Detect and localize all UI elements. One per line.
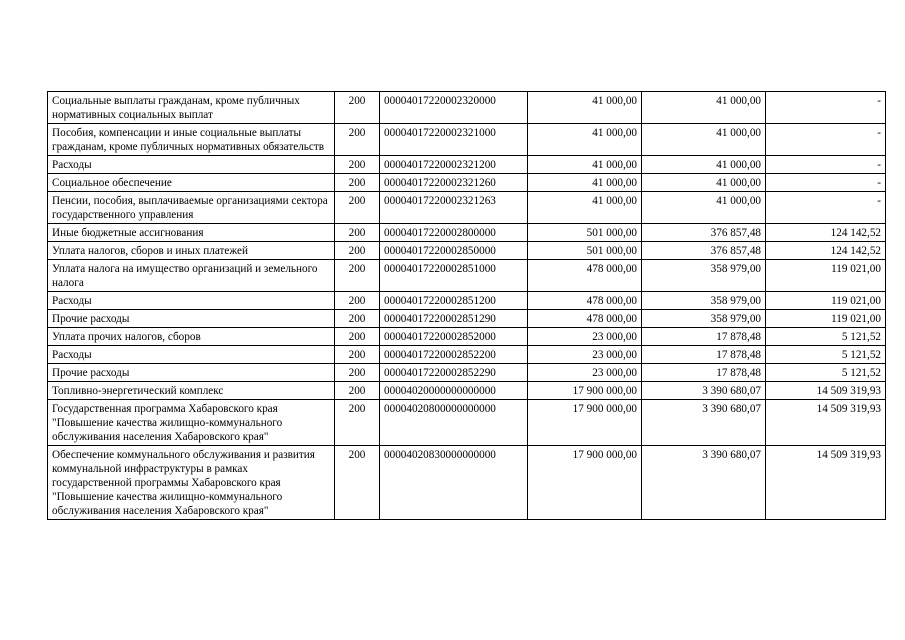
table-row xyxy=(48,92,886,124)
expense-name-cell: Расходы xyxy=(48,156,335,174)
line-code-cell: 200 xyxy=(335,92,380,124)
expense-name-cell: Пособия, компенсации и иные социальные выплаты гражданам, кроме публичных нормативных обязательств xyxy=(48,124,335,156)
budget-execution-table xyxy=(47,91,886,520)
unexecuted-amount-cell: 119 021,00 xyxy=(766,310,886,328)
approved-amount-cell: 478 000,00 xyxy=(528,310,642,328)
budget-classification-code-cell: 00004017220002851200 xyxy=(380,292,528,310)
line-code-cell: 200 xyxy=(335,124,380,156)
expense-name-cell: Прочие расходы xyxy=(48,364,335,382)
unexecuted-amount-cell: 5 121,52 xyxy=(766,346,886,364)
table-row xyxy=(48,328,886,346)
budget-classification-code-cell: 00004017220002800000 xyxy=(380,224,528,242)
unexecuted-amount-cell: 14 509 319,93 xyxy=(766,446,886,520)
table-row xyxy=(48,400,886,446)
approved-amount-cell: 501 000,00 xyxy=(528,242,642,260)
expense-name-cell: Расходы xyxy=(48,346,335,364)
executed-amount-cell: 41 000,00 xyxy=(642,174,766,192)
table-row xyxy=(48,242,886,260)
budget-classification-code-cell: 00004017220002852290 xyxy=(380,364,528,382)
line-code-cell: 200 xyxy=(335,328,380,346)
unexecuted-amount-cell: - xyxy=(766,92,886,124)
executed-amount-cell: 358 979,00 xyxy=(642,310,766,328)
table-row xyxy=(48,224,886,242)
unexecuted-amount-cell: - xyxy=(766,156,886,174)
budget-classification-code-cell: 00004017220002321263 xyxy=(380,192,528,224)
expense-name-cell: Иные бюджетные ассигнования xyxy=(48,224,335,242)
line-code-cell: 200 xyxy=(335,382,380,400)
budget-classification-code-cell: 00004017220002321200 xyxy=(380,156,528,174)
executed-amount-cell: 17 878,48 xyxy=(642,328,766,346)
line-code-cell: 200 xyxy=(335,174,380,192)
budget-classification-code-cell: 00004017220002851290 xyxy=(380,310,528,328)
executed-amount-cell: 376 857,48 xyxy=(642,224,766,242)
expense-name-cell: Уплата прочих налогов, сборов xyxy=(48,328,335,346)
executed-amount-cell: 358 979,00 xyxy=(642,260,766,292)
table-row xyxy=(48,446,886,520)
executed-amount-cell: 41 000,00 xyxy=(642,156,766,174)
executed-amount-cell: 3 390 680,07 xyxy=(642,400,766,446)
expense-name-cell: Расходы xyxy=(48,292,335,310)
approved-amount-cell: 501 000,00 xyxy=(528,224,642,242)
unexecuted-amount-cell: 119 021,00 xyxy=(766,260,886,292)
table-row xyxy=(48,260,886,292)
budget-classification-code-cell: 00004017220002321260 xyxy=(380,174,528,192)
expense-name-cell: Государственная программа Хабаровского края "Повышение качества жилищно-коммунального обслуживания населения Хабаровского края" xyxy=(48,400,335,446)
expense-name-cell: Уплата налога на имущество организаций и земельного налога xyxy=(48,260,335,292)
approved-amount-cell: 23 000,00 xyxy=(528,364,642,382)
expense-name-cell: Пенсии, пособия, выплачиваемые организациями сектора государственного управления xyxy=(48,192,335,224)
budget-classification-code-cell: 00004020000000000000 xyxy=(380,382,528,400)
approved-amount-cell: 41 000,00 xyxy=(528,124,642,156)
unexecuted-amount-cell: 14 509 319,93 xyxy=(766,382,886,400)
expense-name-cell: Прочие расходы xyxy=(48,310,335,328)
unexecuted-amount-cell: - xyxy=(766,174,886,192)
budget-classification-code-cell: 00004020800000000000 xyxy=(380,400,528,446)
executed-amount-cell: 376 857,48 xyxy=(642,242,766,260)
expense-name-cell: Социальные выплаты гражданам, кроме публичных нормативных социальных выплат xyxy=(48,92,335,124)
executed-amount-cell: 3 390 680,07 xyxy=(642,446,766,520)
table-row xyxy=(48,124,886,156)
approved-amount-cell: 23 000,00 xyxy=(528,346,642,364)
line-code-cell: 200 xyxy=(335,446,380,520)
approved-amount-cell: 17 900 000,00 xyxy=(528,446,642,520)
table-row xyxy=(48,382,886,400)
unexecuted-amount-cell: - xyxy=(766,124,886,156)
unexecuted-amount-cell: 124 142,52 xyxy=(766,242,886,260)
executed-amount-cell: 41 000,00 xyxy=(642,192,766,224)
line-code-cell: 200 xyxy=(335,292,380,310)
table-row xyxy=(48,310,886,328)
approved-amount-cell: 23 000,00 xyxy=(528,328,642,346)
budget-classification-code-cell: 00004017220002852000 xyxy=(380,328,528,346)
unexecuted-amount-cell: 124 142,52 xyxy=(766,224,886,242)
approved-amount-cell: 478 000,00 xyxy=(528,292,642,310)
expense-name-cell: Социальное обеспечение xyxy=(48,174,335,192)
table-row xyxy=(48,346,886,364)
executed-amount-cell: 3 390 680,07 xyxy=(642,382,766,400)
approved-amount-cell: 17 900 000,00 xyxy=(528,382,642,400)
unexecuted-amount-cell: 119 021,00 xyxy=(766,292,886,310)
unexecuted-amount-cell: 14 509 319,93 xyxy=(766,400,886,446)
unexecuted-amount-cell: 5 121,52 xyxy=(766,328,886,346)
table-row xyxy=(48,174,886,192)
executed-amount-cell: 17 878,48 xyxy=(642,364,766,382)
expense-name-cell: Уплата налогов, сборов и иных платежей xyxy=(48,242,335,260)
line-code-cell: 200 xyxy=(335,310,380,328)
table-row xyxy=(48,192,886,224)
line-code-cell: 200 xyxy=(335,364,380,382)
line-code-cell: 200 xyxy=(335,260,380,292)
table-row xyxy=(48,364,886,382)
budget-classification-code-cell: 00004020830000000000 xyxy=(380,446,528,520)
table-row xyxy=(48,156,886,174)
budget-classification-code-cell: 00004017220002850000 xyxy=(380,242,528,260)
approved-amount-cell: 41 000,00 xyxy=(528,174,642,192)
line-code-cell: 200 xyxy=(335,156,380,174)
line-code-cell: 200 xyxy=(335,192,380,224)
budget-classification-code-cell: 00004017220002320000 xyxy=(380,92,528,124)
line-code-cell: 200 xyxy=(335,346,380,364)
approved-amount-cell: 478 000,00 xyxy=(528,260,642,292)
budget-classification-code-cell: 00004017220002321000 xyxy=(380,124,528,156)
budget-classification-code-cell: 00004017220002851000 xyxy=(380,260,528,292)
table-row xyxy=(48,292,886,310)
line-code-cell: 200 xyxy=(335,400,380,446)
line-code-cell: 200 xyxy=(335,242,380,260)
approved-amount-cell: 41 000,00 xyxy=(528,192,642,224)
approved-amount-cell: 17 900 000,00 xyxy=(528,400,642,446)
executed-amount-cell: 41 000,00 xyxy=(642,92,766,124)
approved-amount-cell: 41 000,00 xyxy=(528,156,642,174)
table-body xyxy=(48,92,886,520)
executed-amount-cell: 17 878,48 xyxy=(642,346,766,364)
executed-amount-cell: 41 000,00 xyxy=(642,124,766,156)
executed-amount-cell: 358 979,00 xyxy=(642,292,766,310)
approved-amount-cell: 41 000,00 xyxy=(528,92,642,124)
expense-name-cell: Обеспечение коммунального обслуживания и развития коммунальной инфраструктуры в рамках государственной программы Хабаровского края "Повышение качества жилищно-коммунального обслуживания населения Хабаровского края" xyxy=(48,446,335,520)
unexecuted-amount-cell: - xyxy=(766,192,886,224)
expense-name-cell: Топливно-энергетический комплекс xyxy=(48,382,335,400)
line-code-cell: 200 xyxy=(335,224,380,242)
unexecuted-amount-cell: 5 121,52 xyxy=(766,364,886,382)
budget-classification-code-cell: 00004017220002852200 xyxy=(380,346,528,364)
